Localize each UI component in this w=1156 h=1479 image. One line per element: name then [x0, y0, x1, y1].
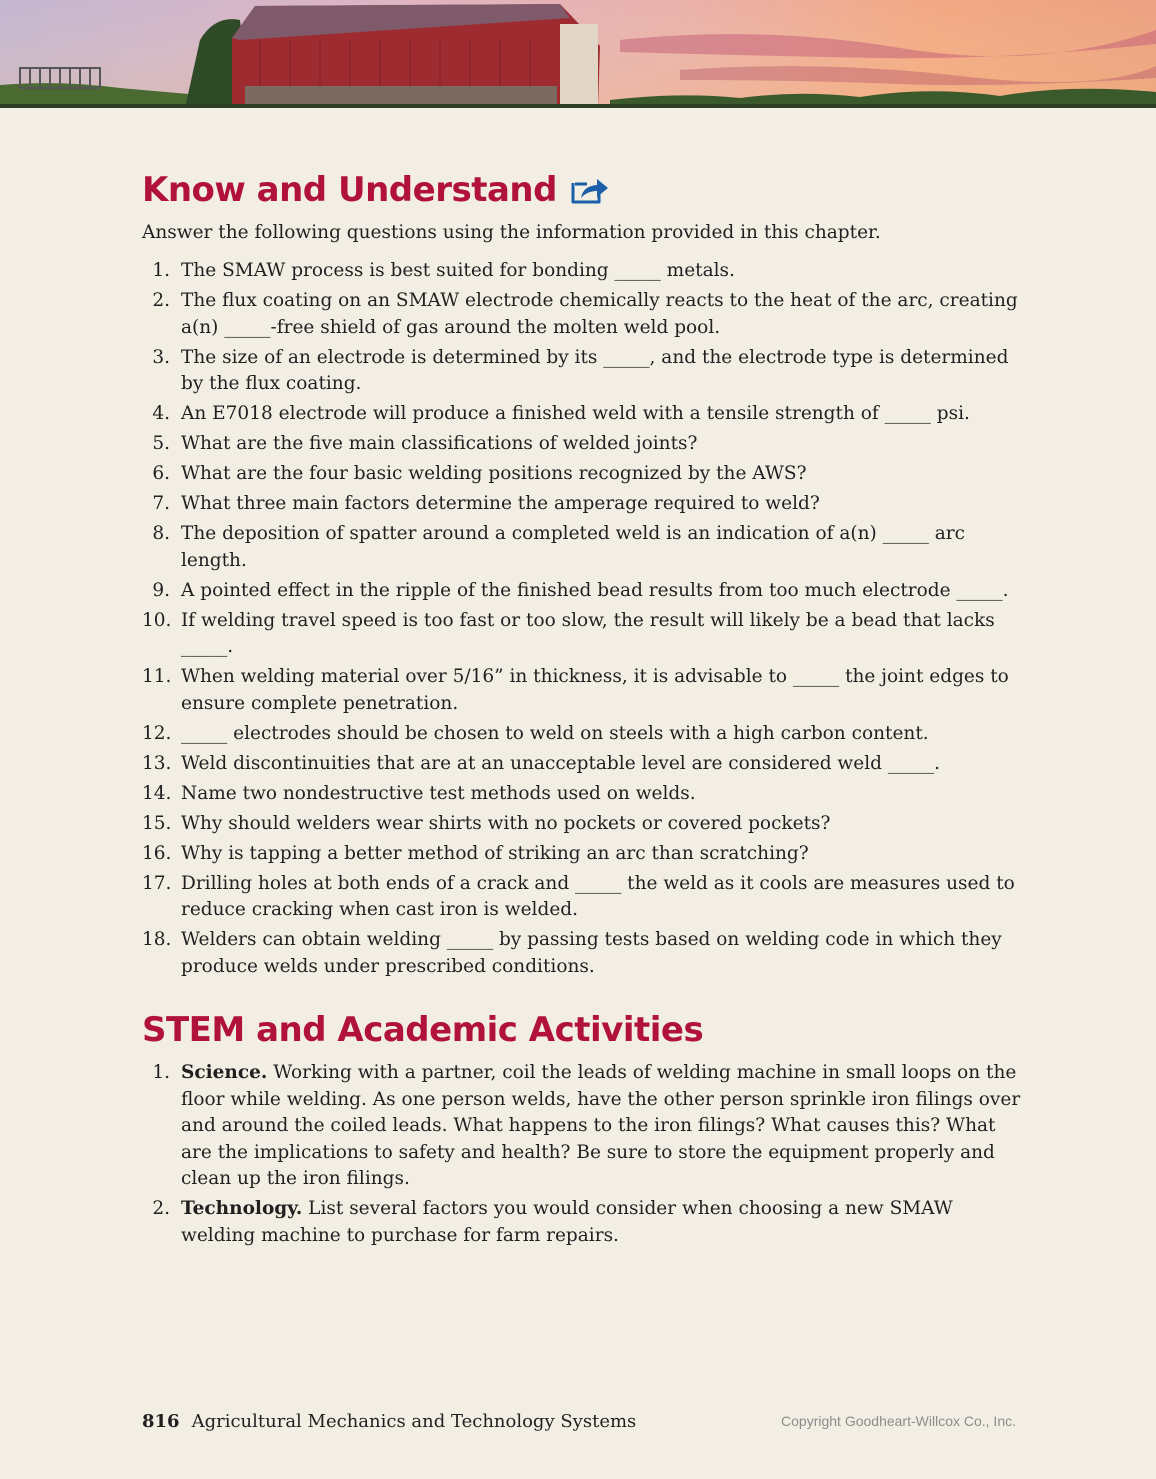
section-title: STEM and Academic Activities: [142, 1010, 704, 1050]
page-content: [142, 170, 1022, 1253]
question-item: 6. What are the four basic welding positions recognized by the AWS?: [152, 463, 807, 484]
copyright-notice: Copyright Goodheart-Willcox Co., Inc.: [781, 1413, 1016, 1429]
question-item: 13. Weld discontinuities that are at an unacceptable level are considered weld _____.: [142, 752, 940, 774]
section-title: Know and Understand: [142, 170, 557, 210]
footer-left: [142, 1411, 636, 1432]
know-and-understand-section: [142, 170, 1022, 980]
question-list: [142, 258, 1022, 980]
question-item: 5. What are the five main classifications of welded joints?: [152, 433, 698, 454]
question-item: 10. If welding travel speed is too fast or too slow, the result will likely be a bead that lacks _____.: [142, 609, 995, 657]
book-title: Agricultural Mechanics and Technology Systems: [191, 1410, 637, 1432]
section-heading-stem: [142, 1010, 1022, 1050]
activity-item: 2. Technology. List several factors you would consider when choosing a new SMAW welding machine to purchase for farm repairs.: [152, 1198, 953, 1246]
share-arrow-icon[interactable]: [569, 174, 609, 206]
page-footer: [142, 1408, 1016, 1434]
question-item: 1. The SMAW process is best suited for bonding _____ metals.: [152, 260, 735, 281]
header-banner-image: [0, 0, 1156, 108]
question-item: 18. Welders can obtain welding _____ by passing tests based on welding code in which they produce welds under prescribed conditions.: [142, 929, 1002, 977]
question-item: 16. Why is tapping a better method of striking an arc than scratching?: [142, 842, 809, 864]
question-item: 4. An E7018 electrode will produce a finished weld with a tensile strength of _____ psi.: [152, 403, 970, 424]
question-item: 17. Drilling holes at both ends of a crack and _____ the weld as it cools are measures used to reduce cracking when cast iron is welded.: [142, 872, 1015, 920]
question-item: 11. When welding material over 5/16” in thickness, it is advisable to _____ the joint edges to ensure complete penetration.: [142, 666, 1009, 714]
question-item: 3. The size of an electrode is determined by its _____, and the electrode type is determined by the flux coating.: [152, 346, 1009, 394]
page-number: 816: [142, 1410, 180, 1432]
stem-activities-section: [142, 1010, 1022, 1249]
activity-list: [142, 1060, 1022, 1249]
question-item: 2. The flux coating on an SMAW electrode chemically reacts to the heat of the arc, creating a(n) _____-free shield of gas around the molten weld pool.: [152, 290, 1018, 338]
section-intro: Answer the following questions using the information provided in this chapter.: [142, 222, 881, 243]
section-heading-know-and-understand: [142, 170, 1022, 210]
question-item: 14. Name two nondestructive test methods used on welds.: [142, 782, 696, 804]
question-item: 9. A pointed effect in the ripple of the finished bead results from too much electrode _____.: [152, 579, 1009, 601]
question-item: 12. _____ electrodes should be chosen to weld on steels with a high carbon content.: [142, 722, 929, 744]
farm-barn-sunset-photo: [0, 0, 1156, 108]
question-item: 8. The deposition of spatter around a completed weld is an indication of a(n) _____ arc length.: [152, 523, 965, 571]
activity-item: 1. Science. Working with a partner, coil the leads of welding machine in small loops on the floor while welding. As one person welds, have the other person sprinkle iron filings over and around the coiled leads. What happens to the iron filings? What causes this? What are the implications to safety and health? Be sure to store the equipment properly and clean up the iron filings.: [152, 1062, 1021, 1189]
question-item: 15. Why should welders wear shirts with no pockets or covered pockets?: [142, 812, 831, 834]
question-item: 7. What three main factors determine the amperage required to weld?: [152, 493, 820, 514]
